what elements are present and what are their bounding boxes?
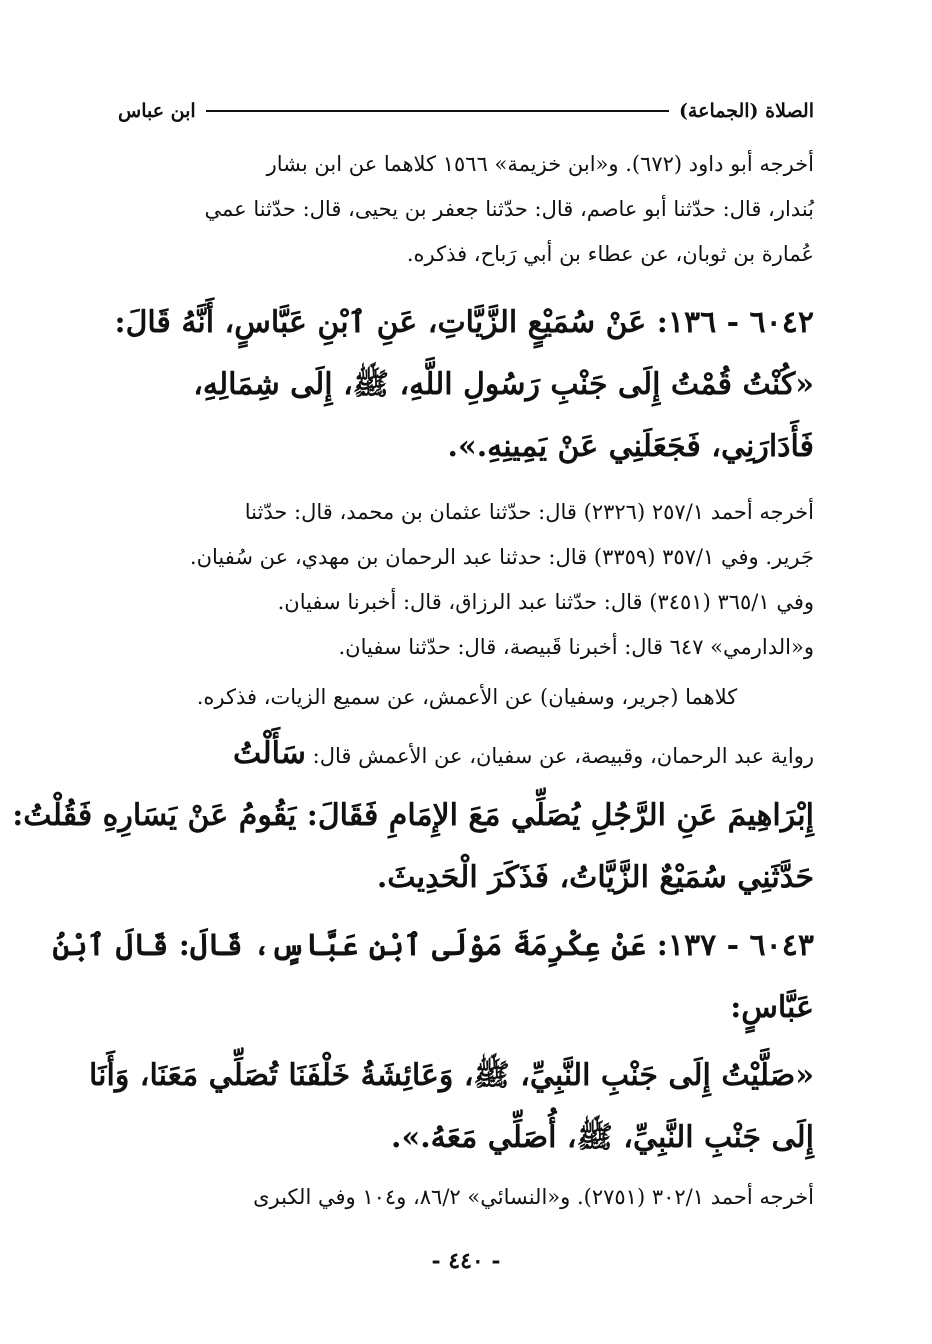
text-line: كلاهما (جرير، وسفيان) عن الأعمش، عن سميع الزيات، فذكره. [196,685,738,709]
narration-intro-line [120,723,814,785]
hadith-line: فَأَدَارَنِي، فَجَعَلَنِي عَنْ يَمِينِهِ.». [447,429,814,464]
header-rule [206,110,669,112]
header-chapter-title: الصلاة (الجماعة) [678,100,814,122]
hadith-line: ٦٠٤٢ - ١٣٦: عَنْ سُمَيْعٍ الزَّيَّاتِ، عَنِ ٱبْنِ عَبَّاسٍ، أَنَّهُ قَالَ: [114,305,814,340]
hadith-line: إِبْرَاهِيمَ عَنِ الرَّجُلِ يُصَلِّي مَعَ الإِمَامِ فَقَالَ: يَقُومُ عَنْ يَسَارِهِ فَقُلْتُ: [12,798,814,833]
takhrij-paragraph-1 [120,142,814,277]
narration-text [12,785,814,909]
takhrij-paragraph-3 [120,675,814,720]
text-line: أخرجه أحمد ٣٠٢/١ (٢٧٥١). و«النسائي» ٨٦/٢، و١٠٤ وفي الكبرى [253,1185,814,1209]
text-line: جَرير. وفي ٣٥٧/١ (٣٣٥٩) قال: حدثنا عبد الرحمان بن مهدي، عن سُفيان. [189,545,814,569]
text-line: بُندار، قال: حدّثنا أبو عاصم، قال: حدّثنا جعفر بن يحيى، قال: حدّثنا عمي [204,197,814,221]
header-section-title: ابن عباس [118,100,196,122]
hadith-line: إِلَى جَنْبِ النَّبِيِّ، ﷺ، أُصَلِّي مَعَهُ.». [391,1120,814,1155]
text-line: و«الدارمي» ٦٤٧ قال: أخبرنا قَبيصة، قال: حدّثنا سفيان. [338,635,814,659]
hadith-6042 [114,292,814,478]
hadith-line: عَبَّاسٍ: [730,990,814,1025]
narration-intro [120,723,814,785]
hadith-line: حَدَّثَنِي سُمَيْعٌ الزَّيَّاتُ، فَذَكَرَ الْحَدِيثَ. [376,860,814,895]
narration-intro-text: رواية عبد الرحمان، وقبيصة، عن سفيان، عن الأعمش قال: [312,744,814,768]
takhrij-paragraph-2 [120,490,814,670]
text-line: عُمارة بن ثوبان، عن عطاء بن أبي رَباح، فذكره. [406,242,814,266]
text-line: وفي ٣٦٥/١ (٣٤٥١) قال: حدّثنا عبد الرزاق، قال: أخبرنا سفيان. [277,590,814,614]
running-header [118,96,814,126]
hadith-line: ٦٠٤٣ - ١٣٧: عَنْ عِكْرِمَةَ مَوْلَى ٱبْنِ عَبَّاسٍ، قَالَ: قَالَ ٱبْنُ [52,928,814,963]
narration-intro-quote: سَأَلْتُ [233,736,306,771]
text-line: أخرجه أبو داود (٦٧٢). و«ابن خزيمة» ١٥٦٦ كلاهما عن ابن بشار [266,152,814,176]
text-line: أخرجه أحمد ٢٥٧/١ (٢٣٢٦) قال: حدّثنا عثمان بن محمد، قال: حدّثنا [244,500,814,524]
takhrij-paragraph-4 [120,1175,814,1220]
hadith-line: «كُنْتُ قُمْتُ إِلَى جَنْبِ رَسُولِ اللَّهِ، ﷺ، إِلَى شِمَالِهِ، [193,367,814,402]
page-number: - ٤٤٠ - [431,1248,501,1274]
hadith-line: «صَلَّيْتُ إِلَى جَنْبِ النَّبِيِّ، ﷺ، وَعَائِشَةُ خَلْفَنَا تُصَلِّي مَعَنَا، وَأَنَا [89,1058,814,1093]
hadith-6043 [52,915,814,1169]
